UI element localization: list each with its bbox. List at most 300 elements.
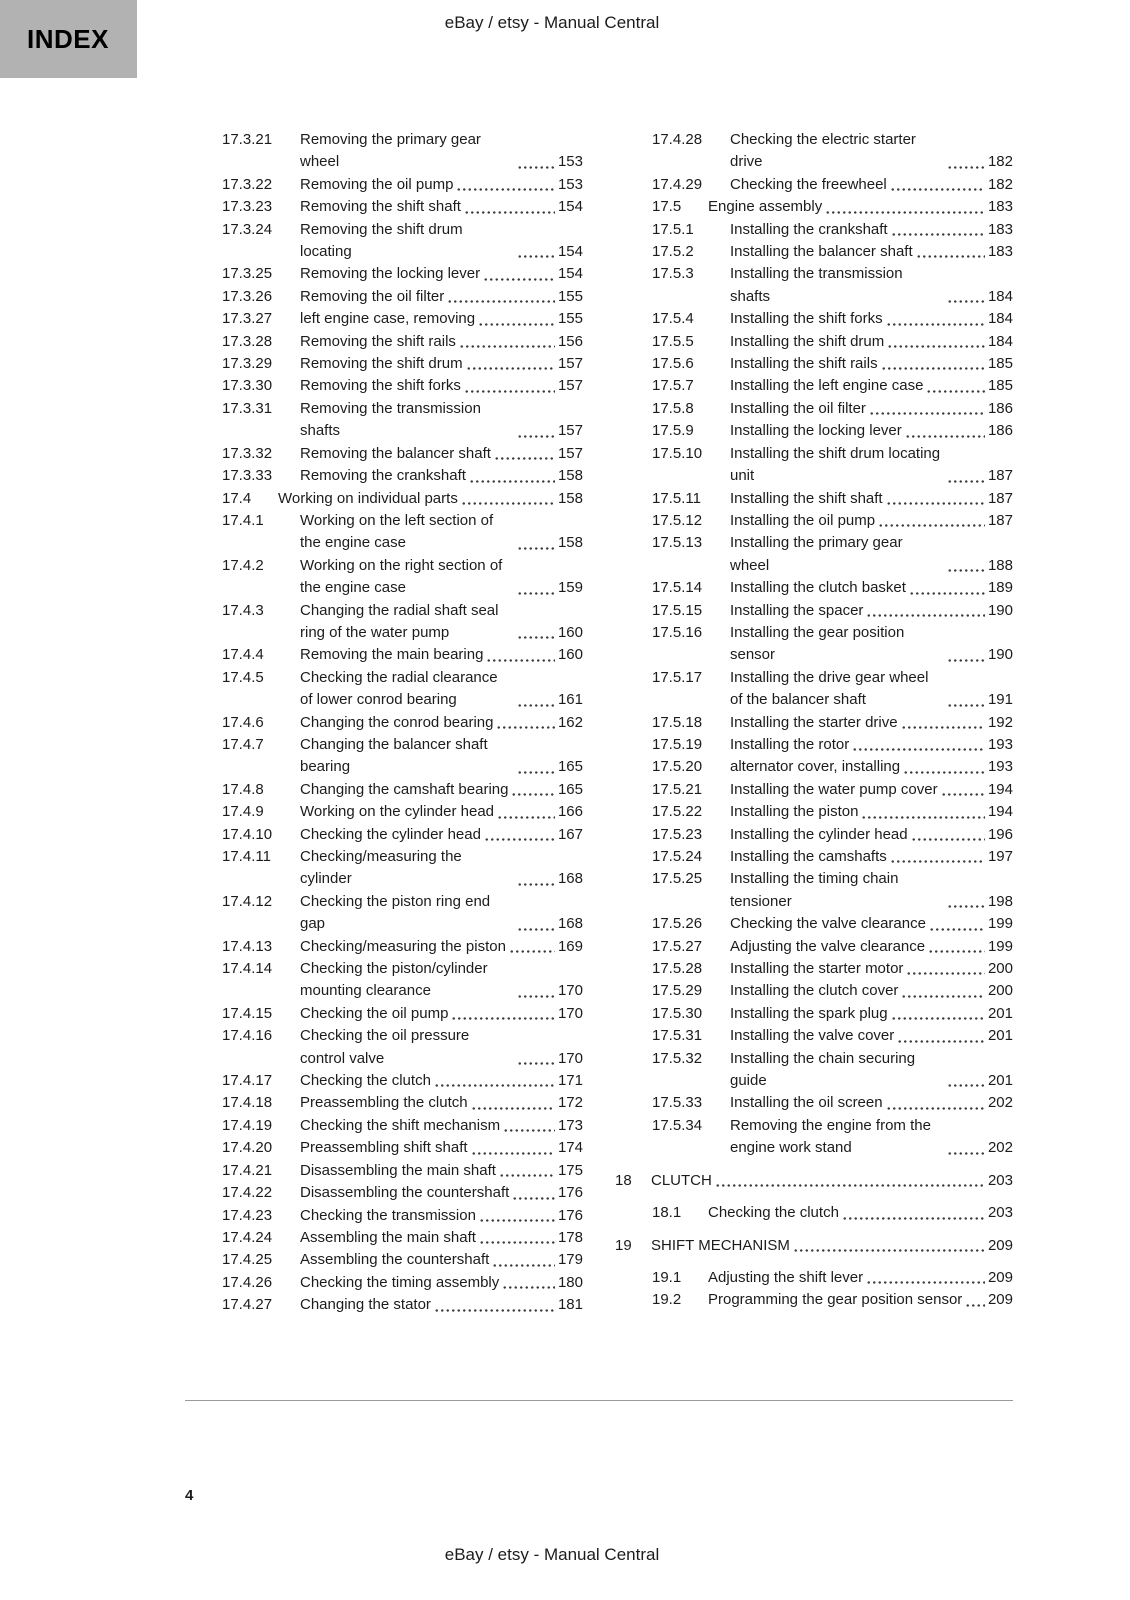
toc-entry [185, 308, 583, 330]
dot-leader [891, 1016, 985, 1021]
toc-entry-title: left engine case, removing [300, 310, 476, 328]
toc-entry-number: 17.4.27 [222, 1296, 273, 1314]
toc-entry-title: Removing the locking lever [300, 265, 481, 283]
toc-entry [185, 824, 583, 846]
toc-entry-number: 17.4.10 [222, 825, 273, 843]
toc-entry-number: 17.4.6 [222, 713, 264, 731]
toc-entry [615, 1115, 1013, 1160]
dot-leader [929, 927, 985, 932]
toc-entry-number: 17.4.4 [222, 646, 264, 664]
toc-entry-title: Checking/measuring the piston [300, 937, 506, 955]
toc-entry-number: 17.5.18 [652, 713, 703, 731]
toc-entry-number: 17.5.32 [652, 1049, 703, 1067]
toc-entry-page: 201 [987, 1004, 1013, 1022]
toc-entry-number: 17.4.3 [222, 601, 264, 619]
toc-entry [615, 779, 1013, 801]
dot-leader [486, 658, 555, 663]
toc-entry-page: 159 [557, 579, 583, 597]
toc-entry-title: Checking the oil pump [300, 1004, 449, 1022]
toc-entry-number: 17.5.13 [652, 534, 703, 552]
toc-entry [615, 375, 1013, 397]
toc-entry [185, 846, 583, 891]
toc-entry-number: 17.5.1 [652, 220, 694, 238]
toc-entry-page: 176 [557, 1184, 583, 1202]
toc-entry [185, 353, 583, 375]
toc-entry-number: 17.5.26 [652, 915, 703, 933]
toc-entry [185, 734, 583, 779]
toc-entry-page: 209 [987, 1291, 1013, 1309]
toc-entry-number: 17.4.23 [222, 1206, 273, 1224]
dot-leader [517, 770, 555, 775]
toc-entry [615, 936, 1013, 958]
dot-leader [887, 344, 985, 349]
toc-entry-title: Checking the piston/cylinder mounting clearance [300, 960, 488, 1000]
toc-entry-page: 158 [557, 534, 583, 552]
toc-entry-number: 17.5.15 [652, 601, 703, 619]
toc-entry [615, 1267, 1013, 1289]
toc-entry-number: 17.4.13 [222, 937, 273, 955]
dot-leader [866, 613, 985, 618]
dot-leader [941, 792, 985, 797]
toc-entry-title: Checking the oil pressure control valve [300, 1027, 470, 1067]
toc-entry [615, 331, 1013, 353]
dot-leader [459, 344, 555, 349]
dot-leader [947, 1151, 985, 1156]
toc-entry-number: 17.4.5 [222, 668, 264, 686]
toc-entry-page: 168 [557, 915, 583, 933]
toc-entry-page: 184 [987, 287, 1013, 305]
toc-entry [615, 1025, 1013, 1047]
toc-entry-title: SHIFT MECHANISM [651, 1236, 790, 1254]
dot-leader [517, 165, 555, 170]
dot-leader [891, 232, 985, 237]
toc-entry-title: Disassembling the countershaft [300, 1184, 510, 1202]
toc-entry [185, 779, 583, 801]
toc-entry-title: Installing the shift rails [730, 355, 878, 373]
toc-entry [615, 913, 1013, 935]
toc-entry-title: Removing the shift shaft [300, 198, 461, 216]
toc-entry-title: Working on the cylinder head [300, 803, 495, 821]
toc-entry [615, 1202, 1013, 1224]
toc-entry-number: 17.5.3 [652, 265, 694, 283]
toc-entry-title: Changing the camshaft bearing [300, 780, 509, 798]
toc-entry-page: 168 [557, 870, 583, 888]
table-of-contents [185, 129, 1013, 1317]
toc-entry-title: Checking the timing assembly [300, 1273, 500, 1291]
toc-entry-page: 161 [557, 691, 583, 709]
toc-entry-page: 194 [987, 803, 1013, 821]
toc-entry-title: Installing the water pump cover [730, 780, 938, 798]
toc-entry-number: 18 [615, 1171, 632, 1189]
toc-entry [185, 263, 583, 285]
dot-leader [517, 254, 555, 259]
dot-leader [434, 1083, 555, 1088]
toc-entry-title: Engine assembly [708, 198, 823, 216]
toc-entry-page: 199 [987, 915, 1013, 933]
toc-entry-title: Installing the transmission shafts [730, 265, 903, 305]
toc-entry-number: 17.3.25 [222, 265, 273, 283]
toc-entry-number: 17.5.4 [652, 310, 694, 328]
toc-entry-number: 17.5.30 [652, 1004, 703, 1022]
toc-entry-number: 17.4.14 [222, 960, 273, 978]
toc-entry-title: Removing the shift drum [300, 355, 463, 373]
toc-entry [185, 667, 583, 712]
toc-entry-page: 189 [987, 579, 1013, 597]
toc-entry [615, 1003, 1013, 1025]
toc-entry-number: 17.5 [652, 198, 682, 216]
toc-entry-page: 179 [557, 1251, 583, 1269]
dot-leader [517, 434, 555, 439]
toc-entry-page: 167 [557, 825, 583, 843]
toc-entry-title: Checking the radial clearance of lower conrod bearing [300, 668, 498, 709]
toc-entry-title: Assembling the countershaft [300, 1251, 490, 1269]
toc-entry-title: Working on the right section of the engine case [300, 556, 503, 597]
toc-entry-page: 153 [557, 175, 583, 193]
toc-entry-title: CLUTCH [651, 1171, 712, 1189]
dot-leader [825, 210, 985, 215]
index-label: INDEX [27, 23, 109, 54]
toc-entry-number: 17.3.21 [222, 131, 273, 148]
toc-entry-number: 17.3.33 [222, 467, 273, 485]
toc-entry [185, 488, 583, 510]
toc-entry-title: Installing the piston [730, 803, 859, 821]
toc-entry-number: 17.4.12 [222, 892, 273, 910]
toc-entry-page: 154 [557, 198, 583, 216]
toc-entry [185, 1070, 583, 1092]
dot-leader [447, 299, 555, 304]
toc-entry-page: 157 [557, 377, 583, 395]
toc-entry-page: 198 [987, 892, 1013, 910]
toc-entry [615, 1289, 1013, 1311]
toc-entry-page: 202 [987, 1094, 1013, 1112]
header-title: eBay / etsy - Manual Central [444, 13, 660, 32]
toc-entry-number: 17.5.22 [652, 803, 703, 821]
toc-entry [185, 129, 583, 174]
toc-entry-title: Installing the left engine case [730, 377, 924, 395]
dot-leader [502, 1285, 555, 1290]
toc-entry [615, 263, 1013, 308]
toc-entry-title: Installing the locking lever [730, 422, 902, 440]
toc-entry-page: 178 [557, 1228, 583, 1246]
toc-entry-title: Removing the main bearing [300, 646, 484, 664]
toc-entry [185, 1003, 583, 1025]
dot-leader [479, 1218, 555, 1223]
toc-entry-number: 17.4.18 [222, 1094, 273, 1112]
toc-entry-page: 193 [987, 735, 1013, 753]
toc-entry [185, 1025, 583, 1070]
toc-entry-number: 17.4.21 [222, 1161, 273, 1179]
dot-leader [881, 366, 985, 371]
dot-leader [947, 479, 985, 484]
toc-entry-page: 160 [557, 646, 583, 664]
toc-entry-page: 199 [987, 937, 1013, 955]
toc-entry-number: 19.2 [652, 1291, 682, 1309]
toc-entry-number: 17.5.11 [652, 489, 701, 507]
toc-entry-number: 17.5.10 [652, 444, 703, 462]
dot-leader [890, 859, 985, 864]
toc-entry-page: 156 [557, 332, 583, 350]
toc-entry-title: Installing the clutch basket [730, 579, 906, 597]
toc-entry-page: 183 [987, 243, 1013, 261]
toc-entry [615, 488, 1013, 510]
toc-entry [185, 174, 583, 196]
toc-entry [185, 1294, 583, 1316]
toc-entry [185, 375, 583, 397]
toc-entry-title: Installing the oil filter [730, 399, 866, 417]
toc-entry-number: 17.5.34 [652, 1116, 703, 1134]
toc-entry-number: 17.3.27 [222, 310, 273, 328]
toc-entry-page: 200 [987, 960, 1013, 978]
toc-entry-title: Checking the electric starter drive [730, 131, 916, 171]
toc-entry-number: 17.4.26 [222, 1273, 273, 1291]
toc-entry-number: 17.4.15 [222, 1004, 273, 1022]
toc-entry-title: Removing the engine from the engine work stand [730, 1116, 931, 1157]
toc-entry-page: 155 [557, 287, 583, 305]
dot-leader [469, 479, 555, 484]
toc-entry-title: Installing the shift forks [730, 310, 883, 328]
toc-entry-number: 17.5.6 [652, 355, 694, 373]
dot-leader [511, 792, 554, 797]
toc-entry-number: 17.5.14 [652, 579, 703, 597]
toc-entry-title: Installing the valve cover [730, 1027, 895, 1045]
toc-entry-number: 17.5.19 [652, 735, 703, 753]
dot-leader [906, 971, 985, 976]
toc-entry-number: 17.5.20 [652, 758, 703, 776]
footer-title: eBay / etsy - Manual Central [444, 1545, 660, 1564]
toc-entry-title: Installing the oil screen [730, 1094, 883, 1112]
toc-entry-number: 17.5.29 [652, 982, 703, 1000]
dot-leader [494, 456, 555, 461]
toc-entry-number: 17.5.27 [652, 937, 703, 955]
dot-leader [909, 591, 985, 596]
toc-entry-title: Preassembling the clutch [300, 1094, 468, 1112]
toc-entry-title: Installing the chain securing guide [730, 1049, 916, 1090]
toc-entry-page: 173 [557, 1116, 583, 1134]
toc-entry-page: 186 [987, 422, 1013, 440]
toc-entry-number: 17.3.30 [222, 377, 273, 395]
toc-entry-page: 157 [557, 422, 583, 440]
toc-entry-title: Installing the shift drum [730, 332, 885, 350]
toc-entry-title: Checking the clutch [708, 1204, 839, 1222]
toc-entry-number: 17.4.11 [222, 848, 271, 865]
dot-leader [886, 1106, 985, 1111]
toc-entry-page: 160 [557, 623, 583, 641]
toc-entry [615, 308, 1013, 330]
toc-entry-page: 154 [557, 243, 583, 261]
toc-entry-title: Installing the clutch cover [730, 982, 899, 1000]
toc-entry-title: Checking the shift mechanism [300, 1116, 501, 1134]
toc-entry-number: 17.3.28 [222, 332, 273, 350]
dot-leader [852, 747, 985, 752]
dot-leader [517, 635, 555, 640]
toc-entry-number: 17.4.7 [222, 735, 264, 753]
toc-entry-page: 190 [987, 601, 1013, 619]
toc-entry-page: 175 [557, 1161, 583, 1179]
dot-leader [947, 568, 985, 573]
toc-entry-number: 17.4.25 [222, 1251, 273, 1269]
toc-entry [185, 644, 583, 666]
toc-entry-page: 192 [987, 713, 1013, 731]
toc-entry-title: Installing the camshafts [730, 848, 887, 865]
toc-entry-number: 17.4.20 [222, 1139, 273, 1157]
dot-leader [715, 1183, 985, 1188]
toc-entry [185, 465, 583, 487]
toc-entry [185, 555, 583, 600]
toc-entry-number: 17.3.29 [222, 355, 273, 373]
toc-entry-title: Installing the balancer shaft [730, 243, 913, 261]
dot-leader [878, 523, 985, 528]
toc-entry [615, 353, 1013, 375]
toc-entry-page: 202 [987, 1139, 1013, 1157]
toc-entry [615, 1235, 1013, 1257]
dot-leader [901, 725, 985, 730]
toc-entry-title: Removing the balancer shaft [300, 444, 491, 462]
toc-entry-page: 188 [987, 556, 1013, 574]
toc-entry-title: Checking the freewheel [730, 175, 887, 193]
toc-entry [615, 420, 1013, 442]
toc-entry-title: Changing the conrod bearing [300, 713, 494, 731]
toc-entry-title: Checking the piston ring end gap [300, 892, 491, 933]
toc-entry-number: 17.3.22 [222, 175, 273, 193]
dot-leader [947, 904, 985, 909]
toc-entry-number: 17.4.9 [222, 803, 264, 821]
toc-entry-number: 17.5.31 [652, 1027, 703, 1045]
toc-entry-page: 184 [987, 332, 1013, 350]
toc-entry-page: 187 [987, 489, 1013, 507]
toc-entry-page: 209 [987, 1236, 1013, 1254]
toc-entry-number: 17.5.28 [652, 960, 703, 978]
dot-leader [471, 1151, 555, 1156]
toc-entry-title: Checking the valve clearance [730, 915, 926, 933]
dot-leader [861, 815, 985, 820]
toc-entry [185, 1137, 583, 1159]
toc-entry-page: 158 [557, 489, 583, 507]
toc-entry-page: 166 [557, 803, 583, 821]
dot-leader [509, 949, 555, 954]
dot-leader [496, 725, 554, 730]
toc-entry-title: Removing the shift rails [300, 332, 456, 350]
toc-entry-number: 17.5.23 [652, 825, 703, 843]
toc-entry-title: Checking the clutch [300, 1072, 431, 1090]
toc-entry-number: 17.4.19 [222, 1116, 273, 1134]
toc-entry-page: 174 [557, 1139, 583, 1157]
dot-leader [464, 210, 555, 215]
page-number: 4 [185, 1487, 194, 1504]
toc-entry [185, 398, 583, 443]
toc-entry-title: Installing the shift drum locating unit [730, 444, 941, 485]
toc-entry-number: 17.5.7 [652, 377, 694, 395]
toc-entry-page: 183 [987, 220, 1013, 238]
toc-entry-page: 170 [557, 982, 583, 1000]
toc-entry-title: Installing the spark plug [730, 1004, 888, 1022]
toc-column-right [615, 129, 1013, 1317]
toc-entry [185, 196, 583, 218]
dot-leader [926, 389, 985, 394]
toc-entry [615, 532, 1013, 577]
toc-entry [185, 510, 583, 555]
toc-entry-number: 17.3.24 [222, 220, 273, 238]
toc-entry-page: 193 [987, 758, 1013, 776]
toc-entry-title: Changing the radial shaft seal ring of the water pump [300, 601, 499, 641]
toc-entry-page: 171 [557, 1072, 583, 1090]
toc-entry-page: 187 [987, 467, 1013, 485]
toc-entry-number: 19.1 [652, 1268, 682, 1286]
dot-leader [483, 277, 555, 282]
toc-entry-number: 17.5.21 [652, 780, 703, 798]
dot-leader [905, 434, 985, 439]
toc-entry [185, 936, 583, 958]
toc-entry-title: Installing the crankshaft [730, 220, 888, 238]
toc-entry-page: 162 [557, 713, 583, 731]
toc-entry-number: 17.5.8 [652, 399, 694, 417]
toc-entry-title: Installing the cylinder head [730, 825, 908, 843]
toc-entry-page: 191 [987, 691, 1013, 709]
dot-leader [497, 815, 555, 820]
toc-entry [615, 868, 1013, 913]
toc-entry-number: 17.4.28 [652, 131, 703, 148]
toc-entry [615, 712, 1013, 734]
dot-leader [793, 1248, 985, 1253]
toc-entry-page: 200 [987, 982, 1013, 1000]
dot-leader [842, 1216, 985, 1221]
toc-entry [185, 1182, 583, 1204]
toc-entry-page: 170 [557, 1004, 583, 1022]
toc-entry-title: Removing the oil filter [300, 287, 445, 305]
toc-entry-number: 17.4.24 [222, 1228, 273, 1246]
toc-entry [185, 331, 583, 353]
toc-entry-number: 17.5.33 [652, 1094, 703, 1112]
toc-entry-number: 17.3.32 [222, 444, 273, 462]
toc-entry-page: 209 [987, 1268, 1013, 1286]
toc-entry-number: 17.5.16 [652, 623, 703, 641]
toc-entry-number: 17.4.8 [222, 780, 264, 798]
toc-entry-title: Working on the left section of the engine case [300, 511, 494, 552]
dot-leader [517, 1061, 555, 1066]
toc-entry [185, 1272, 583, 1294]
dot-leader [517, 546, 555, 551]
toc-entry-title: Removing the transmission shafts [300, 399, 481, 440]
toc-entry-title: Assembling the main shaft [300, 1228, 476, 1246]
dot-leader [479, 1240, 555, 1245]
toc-entry-number: 19 [615, 1236, 632, 1254]
dot-leader [869, 411, 985, 416]
dot-leader [916, 254, 985, 259]
toc-entry [185, 891, 583, 936]
toc-entry-page: 185 [987, 355, 1013, 373]
dot-leader [517, 927, 555, 932]
dot-leader [512, 1196, 555, 1201]
dot-leader [866, 1280, 985, 1285]
dot-leader [890, 187, 985, 192]
toc-entry [185, 801, 583, 823]
toc-entry-number: 17.4.22 [222, 1184, 273, 1202]
toc-entry [185, 1205, 583, 1227]
dot-leader [928, 949, 985, 954]
toc-entry-number: 17.5.12 [652, 511, 703, 529]
toc-entry-page: 169 [557, 937, 583, 955]
dot-leader [517, 882, 555, 887]
toc-entry-number: 17.3.23 [222, 198, 273, 216]
toc-entry [615, 510, 1013, 532]
toc-entry-page: 165 [557, 780, 583, 798]
toc-entry-title: Adjusting the valve clearance [730, 937, 926, 955]
dot-leader [499, 1173, 555, 1178]
toc-entry-title: Programming the gear position sensor [708, 1291, 963, 1309]
dot-leader [461, 501, 555, 506]
toc-entry-number: 17.4.16 [222, 1027, 273, 1045]
toc-entry [185, 1115, 583, 1137]
toc-entry [615, 219, 1013, 241]
